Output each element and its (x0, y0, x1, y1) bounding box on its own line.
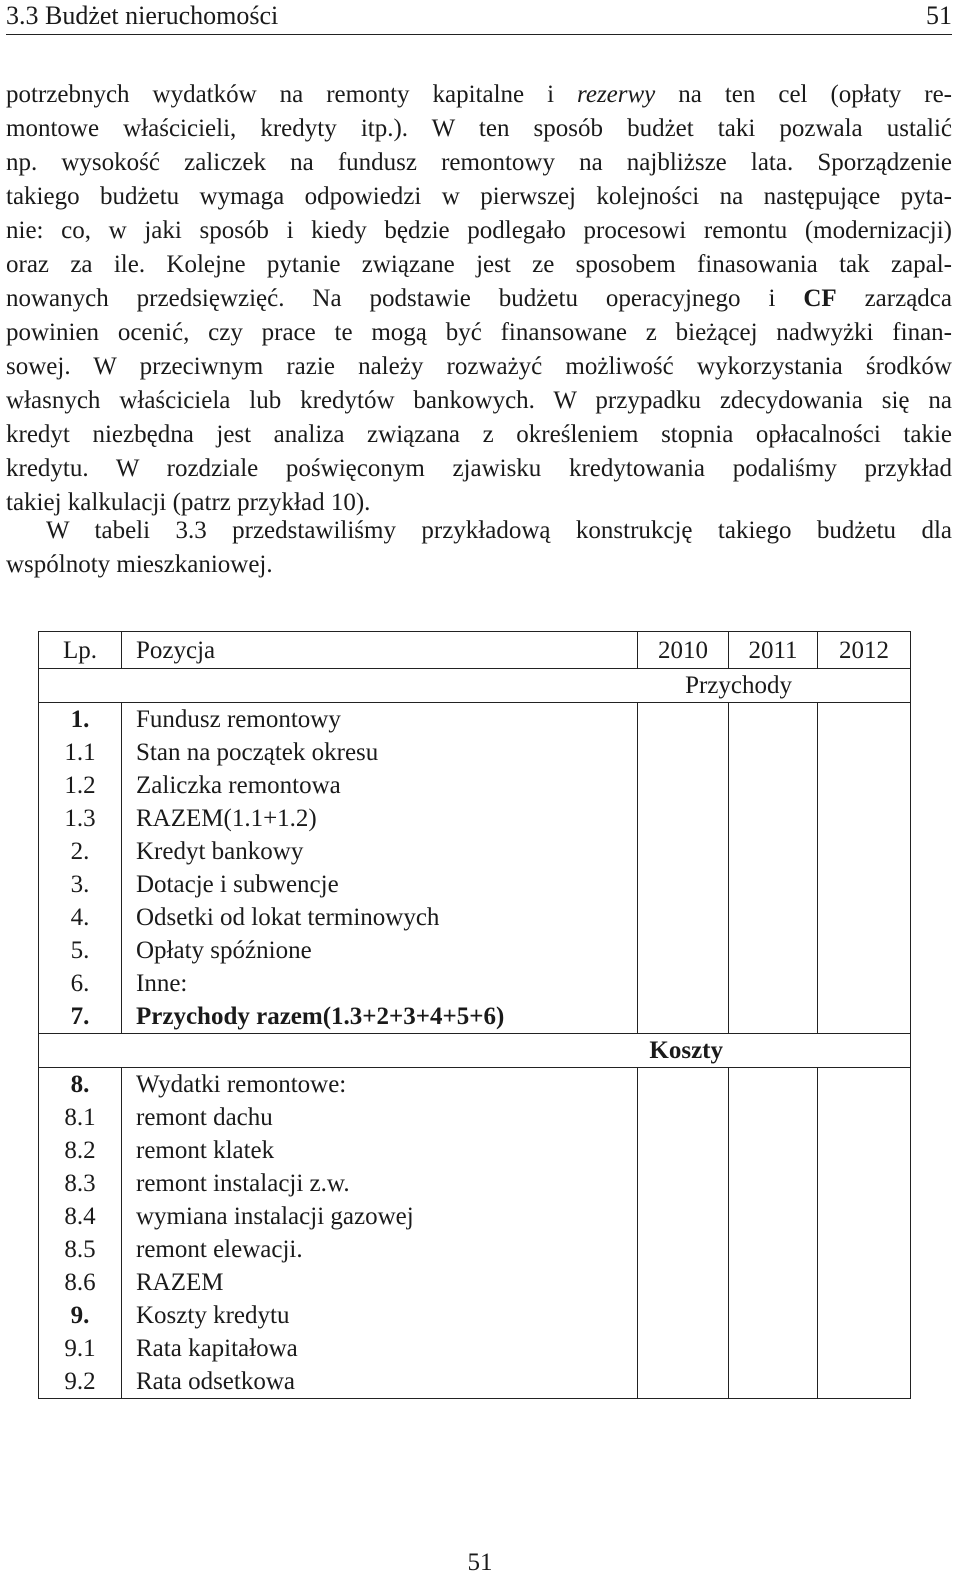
row-number: 4. (39, 901, 122, 934)
year-value-cell (638, 802, 729, 835)
row-item-name: Dotacje i subwencje (122, 868, 638, 901)
row-item-name: Przychody razem(1.3+2+3+4+5+6) (122, 1000, 638, 1034)
text-run: montowe właścicieli, kredyty itp.). W ten sposób budżet taki pozwala ustalić (6, 115, 952, 142)
year-value-cell (818, 1233, 911, 1266)
year-value-cell (638, 1299, 729, 1332)
year-value-cell (729, 1101, 818, 1134)
year-value-cell (638, 703, 729, 737)
row-item-name: RAZEM(1.1+1.2) (122, 802, 638, 835)
text-line (6, 548, 952, 582)
row-item-name: Zaliczka remontowa (122, 769, 638, 802)
section-title: Przychody (39, 669, 911, 703)
year-value-cell (638, 1200, 729, 1233)
text-line (6, 78, 952, 112)
text-line (6, 418, 952, 452)
header-lp: Lp. (39, 632, 122, 669)
year-value-cell (818, 769, 911, 802)
year-value-cell (729, 736, 818, 769)
year-value-cell (638, 1266, 729, 1299)
year-value-cell (818, 934, 911, 967)
table-row (39, 1365, 911, 1399)
text-run: wspólnoty mieszkaniowej. (6, 551, 273, 578)
italic-term: rezerwy (577, 81, 656, 108)
header-page-number: 51 (926, 1, 952, 30)
row-number: 6. (39, 967, 122, 1000)
body-paragraph-2 (6, 514, 952, 582)
row-number: 8.3 (39, 1167, 122, 1200)
row-item-name: Koszty kredytu (122, 1299, 638, 1332)
text-line (6, 248, 952, 282)
text-run: zarządca (836, 285, 952, 312)
year-value-cell (729, 1167, 818, 1200)
row-number: 9.2 (39, 1365, 122, 1399)
year-value-cell (638, 1101, 729, 1134)
row-item-name: Odsetki od lokat terminowych (122, 901, 638, 934)
year-value-cell (729, 802, 818, 835)
text-run: nie: co, w jaki sposób i kiedy będzie podlegało procesowi remontu (modernizacji) (6, 217, 952, 244)
text-run: powinien ocenić, czy prace te mogą być finansowane z bieżącej nadwyżki finan- (6, 319, 952, 346)
running-header (6, 0, 952, 35)
header-year-2012: 2012 (818, 632, 911, 669)
row-item-name: Rata odsetkowa (122, 1365, 638, 1399)
year-value-cell (729, 1233, 818, 1266)
table-row (39, 1167, 911, 1200)
text-run: kredyt niezbędna jest analiza związana z określeniem stopnia opłacalności takie (6, 421, 952, 448)
text-line (6, 350, 952, 384)
row-number: 8.5 (39, 1233, 122, 1266)
text-run: takiej kalkulacji (patrz przykład 10). (6, 489, 371, 516)
row-number: 9. (39, 1299, 122, 1332)
year-value-cell (818, 703, 911, 737)
year-value-cell (729, 1068, 818, 1102)
year-value-cell (638, 835, 729, 868)
text-line (6, 514, 952, 548)
row-item-name: Inne: (122, 967, 638, 1000)
table-row (39, 1200, 911, 1233)
row-number: 8.6 (39, 1266, 122, 1299)
table-row (39, 703, 911, 737)
row-item-name: Wydatki remontowe: (122, 1068, 638, 1102)
row-number: 8.2 (39, 1134, 122, 1167)
year-value-cell (818, 1167, 911, 1200)
row-item-name: Stan na początek okresu (122, 736, 638, 769)
section-title: 3.3 Budżet nieruchomości (6, 1, 279, 30)
row-number: 8.1 (39, 1101, 122, 1134)
text-line (6, 214, 952, 248)
text-line (6, 146, 952, 180)
table-row (39, 1068, 911, 1102)
table-row (39, 1299, 911, 1332)
row-item-name: Rata kapitałowa (122, 1332, 638, 1365)
year-value-cell (818, 1200, 911, 1233)
section-header-row (39, 1034, 911, 1068)
row-item-name: Opłaty spóźnione (122, 934, 638, 967)
row-item-name: remont dachu (122, 1101, 638, 1134)
row-item-name: remont klatek (122, 1134, 638, 1167)
year-value-cell (818, 835, 911, 868)
table-row (39, 769, 911, 802)
text-run: takiego budżetu wymaga odpowiedzi w pierwszej kolejności na następujące pyta- (6, 183, 952, 210)
text-run: kredytu. W rozdziale poświęconym zjawisku kredytowania podaliśmy przykład (6, 455, 952, 482)
year-value-cell (729, 703, 818, 737)
year-value-cell (729, 868, 818, 901)
row-item-name: remont instalacji z.w. (122, 1167, 638, 1200)
text-run: nowanych przedsięwzięć. Na podstawie budżetu operacyjnego i (6, 285, 804, 312)
year-value-cell (638, 1365, 729, 1399)
year-value-cell (729, 1000, 818, 1034)
row-number: 3. (39, 868, 122, 901)
year-value-cell (638, 1000, 729, 1034)
row-number: 1.2 (39, 769, 122, 802)
year-value-cell (818, 736, 911, 769)
row-number: 5. (39, 934, 122, 967)
year-value-cell (729, 769, 818, 802)
text-run: potrzebnych wydatków na remonty kapitalne i (6, 81, 578, 108)
row-item-name: Fundusz remontowy (122, 703, 638, 737)
year-value-cell (818, 1068, 911, 1102)
text-line (6, 316, 952, 350)
table-row (39, 1233, 911, 1266)
year-value-cell (818, 1299, 911, 1332)
table-row (39, 1332, 911, 1365)
table-row (39, 802, 911, 835)
row-item-name: wymiana instalacji gazowej (122, 1200, 638, 1233)
budget-table (38, 631, 911, 1399)
table-row (39, 868, 911, 901)
year-value-cell (818, 967, 911, 1000)
header-year-2010: 2010 (638, 632, 729, 669)
year-value-cell (818, 802, 911, 835)
year-value-cell (729, 1365, 818, 1399)
year-value-cell (729, 901, 818, 934)
text-run: na ten cel (opłaty re- (655, 81, 952, 108)
table-header-row (39, 632, 911, 669)
year-value-cell (818, 1000, 911, 1034)
year-value-cell (638, 1068, 729, 1102)
row-item-name: Kredyt bankowy (122, 835, 638, 868)
year-value-cell (638, 967, 729, 1000)
text-line (6, 112, 952, 146)
year-value-cell (729, 1200, 818, 1233)
header-pozycja: Pozycja (122, 632, 638, 669)
text-run: W tabeli 3.3 przedstawiliśmy przykładową konstrukcję takiego budżetu dla (46, 517, 952, 544)
table-row (39, 967, 911, 1000)
year-value-cell (818, 1134, 911, 1167)
year-value-cell (729, 1299, 818, 1332)
year-value-cell (638, 769, 729, 802)
year-value-cell (818, 1365, 911, 1399)
text-line (6, 384, 952, 418)
row-item-name: remont elewacji. (122, 1233, 638, 1266)
year-value-cell (729, 934, 818, 967)
year-value-cell (818, 1332, 911, 1365)
table-row (39, 1134, 911, 1167)
row-number: 8.4 (39, 1200, 122, 1233)
table-row (39, 1266, 911, 1299)
year-value-cell (729, 1332, 818, 1365)
table-row (39, 901, 911, 934)
table-row (39, 1000, 911, 1034)
text-line (6, 282, 952, 316)
year-value-cell (638, 1134, 729, 1167)
row-number: 2. (39, 835, 122, 868)
text-run: sowej. W przeciwnym razie należy rozważyć możliwość wykorzystania środków (6, 353, 952, 380)
text-line (6, 452, 952, 486)
year-value-cell (638, 901, 729, 934)
table-row (39, 835, 911, 868)
year-value-cell (638, 934, 729, 967)
table-row (39, 934, 911, 967)
year-value-cell (818, 1101, 911, 1134)
year-value-cell (729, 967, 818, 1000)
row-item-name: RAZEM (122, 1266, 638, 1299)
footer-page-number: 51 (467, 1549, 493, 1576)
year-value-cell (638, 1233, 729, 1266)
row-number: 8. (39, 1068, 122, 1102)
year-value-cell (729, 1266, 818, 1299)
row-number: 1.3 (39, 802, 122, 835)
table-row (39, 736, 911, 769)
row-number: 7. (39, 1000, 122, 1034)
year-value-cell (818, 1266, 911, 1299)
header-year-2011: 2011 (729, 632, 818, 669)
section-title: Koszty (39, 1034, 911, 1068)
section-header-row (39, 669, 911, 703)
text-run: oraz za ile. Kolejne pytanie związane jest ze sposobem finasowania tak zapal- (6, 251, 952, 278)
row-number: 1. (39, 703, 122, 737)
row-number: 9.1 (39, 1332, 122, 1365)
year-value-cell (729, 835, 818, 868)
year-value-cell (729, 1134, 818, 1167)
table-row (39, 1101, 911, 1134)
year-value-cell (818, 901, 911, 934)
text-run: np. wysokość zaliczek na fundusz remontowy na najbliższe lata. Sporządzenie (6, 149, 952, 176)
text-line (6, 180, 952, 214)
year-value-cell (638, 1332, 729, 1365)
body-paragraph-1 (6, 78, 952, 520)
year-value-cell (638, 868, 729, 901)
year-value-cell (818, 868, 911, 901)
year-value-cell (638, 736, 729, 769)
text-run: własnych właściciela lub kredytów bankowych. W przypadku zdecydowania się na (6, 387, 952, 414)
row-number: 1.1 (39, 736, 122, 769)
bold-term: CF (803, 285, 837, 312)
year-value-cell (638, 1167, 729, 1200)
